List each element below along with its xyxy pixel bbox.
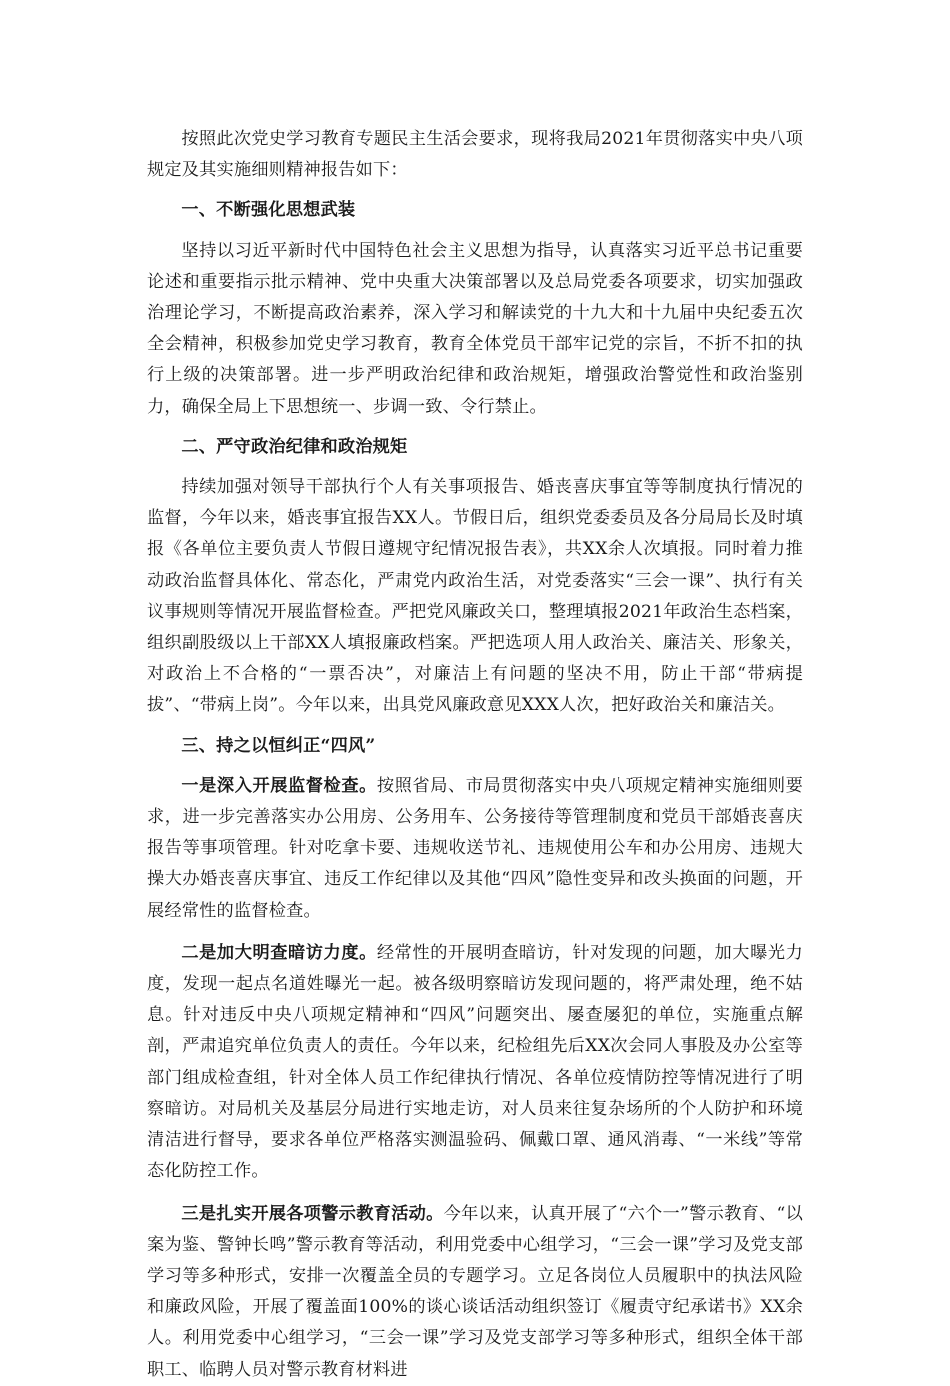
item-2-lead: 二是加大明查暗访力度。 (181, 942, 377, 963)
section-3-item-2 (147, 938, 803, 1188)
item-2-text: 经常性的开展明查暗访，针对发现的问题，加大曝光力度，发现一起点名道姓曝光一起。被各级明察暗访发现问题的，将严肃处理，绝不姑息。针对违反中央八项规定精神和“四风”问题突出、屡查屡犯的单位，实施重点解剖，严肃追究单位负责人的责任。今年以来，纪检组先后XX次会同人事股及办公室等部门组成检查组，针对全体人员工作纪律执行情况、各单位疫情防控等情况进行了明察暗访。对局机关及基层分局进行实地走访，对人员来往复杂场所的个人防护和环境清洁进行督导，要求各单位严格落实测温验码、佩戴口罩、通风消毒、“一米线”等常态化防控工作。 (147, 942, 803, 1182)
section-1-paragraph: 坚持以习近平新时代中国特色社会主义思想为指导，认真落实习近平总书记重要论述和重要指示批示精神、党中央重大决策部署以及总局党委各项要求，切实加强政治理论学习，不断提高政治素养，深入学习和解读党的十九大和十九届中央纪委五次全会精神，积极参加党史学习教育，教育全体党员干部牢记党的宗旨，不折不扣的执行上级的决策部署。进一步严明政治纪律和政治规矩，增强政治警觉性和政治鉴别力，确保全局上下思想统一、步调一致、令行禁止。 (147, 240, 803, 417)
section-3-item-1 (147, 771, 803, 927)
section-2-paragraph: 持续加强对领导干部执行个人有关事项报告、婚丧喜庆事宜等等制度执行情况的监督，今年以来，婚丧事宜报告XX人。节假日后，组织党委委员及各分局局长及时填报《各单位主要负责人节假日遵规守纪情况报告表》，共XX余人次填报。同时着力推动政治监督具体化、常态化，严肃党内政治生活，对党委落实“三会一课”、执行有关议事规则等情况开展监督检查。严把党风廉政关口，整理填报2021年政治生态档案，组织副股级以上干部XX人填报廉政档案。严把选项人用人政治关、廉洁关、形象关，对政治上不合格的“一票否决”，对廉洁上有问题的坚决不用，防止干部“带病提拔”、“带病上岗”。今年以来，出具党风廉政意见XXX人次，把好政治关和廉洁关。 (147, 477, 803, 716)
section-2-heading: 二、严守政治纪律和政治规矩 (181, 436, 408, 457)
document-body (147, 124, 803, 1386)
item-1-text: 按照省局、市局贯彻落实中央八项规定精神实施细则要求，进一步完善落实办公用房、公务用车、公务接待等管理制度和党员干部婚丧喜庆报告等事项管理。针对吃拿卡要、违规收送节礼、违规使用公车和办公用房、违规大操大办婚丧喜庆事宜、违反工作纪律以及其他“四风”隐性变异和改头换面的问题，开展经常性的监督检查。 (147, 775, 803, 921)
item-3-text: 今年以来，认真开展了“六个一”警示教育、“以案为鉴、警钟长鸣”警示教育等活动，利用党委中心组学习，“三会一课”学习及党支部学习等多种形式，安排一次覆盖全员的专题学习。立足各岗位人员履职中的执法风险和廉政风险，开展了覆盖面100%的谈心谈话活动组织签订《履责守纪承诺书》XX余人。利用党委中心组学习，“三会一课”学习及党支部学习等多种形式，组织全体干部职工、临聘人员对警示教育材料进 (147, 1203, 803, 1380)
intro-paragraph: 按照此次党史学习教育专题民主生活会要求，现将我局2021年贯彻落实中央八项规定及其实施细则精神报告如下： (147, 129, 803, 181)
section-1-heading: 一、不断强化思想武装 (181, 200, 356, 221)
item-1-lead: 一是深入开展监督检查。 (181, 775, 377, 796)
section-3-item-3 (147, 1199, 803, 1386)
item-3-lead: 三是扎实开展各项警示教育活动。 (181, 1203, 444, 1224)
section-3-heading: 三、持之以恒纠正“四风” (181, 735, 376, 756)
